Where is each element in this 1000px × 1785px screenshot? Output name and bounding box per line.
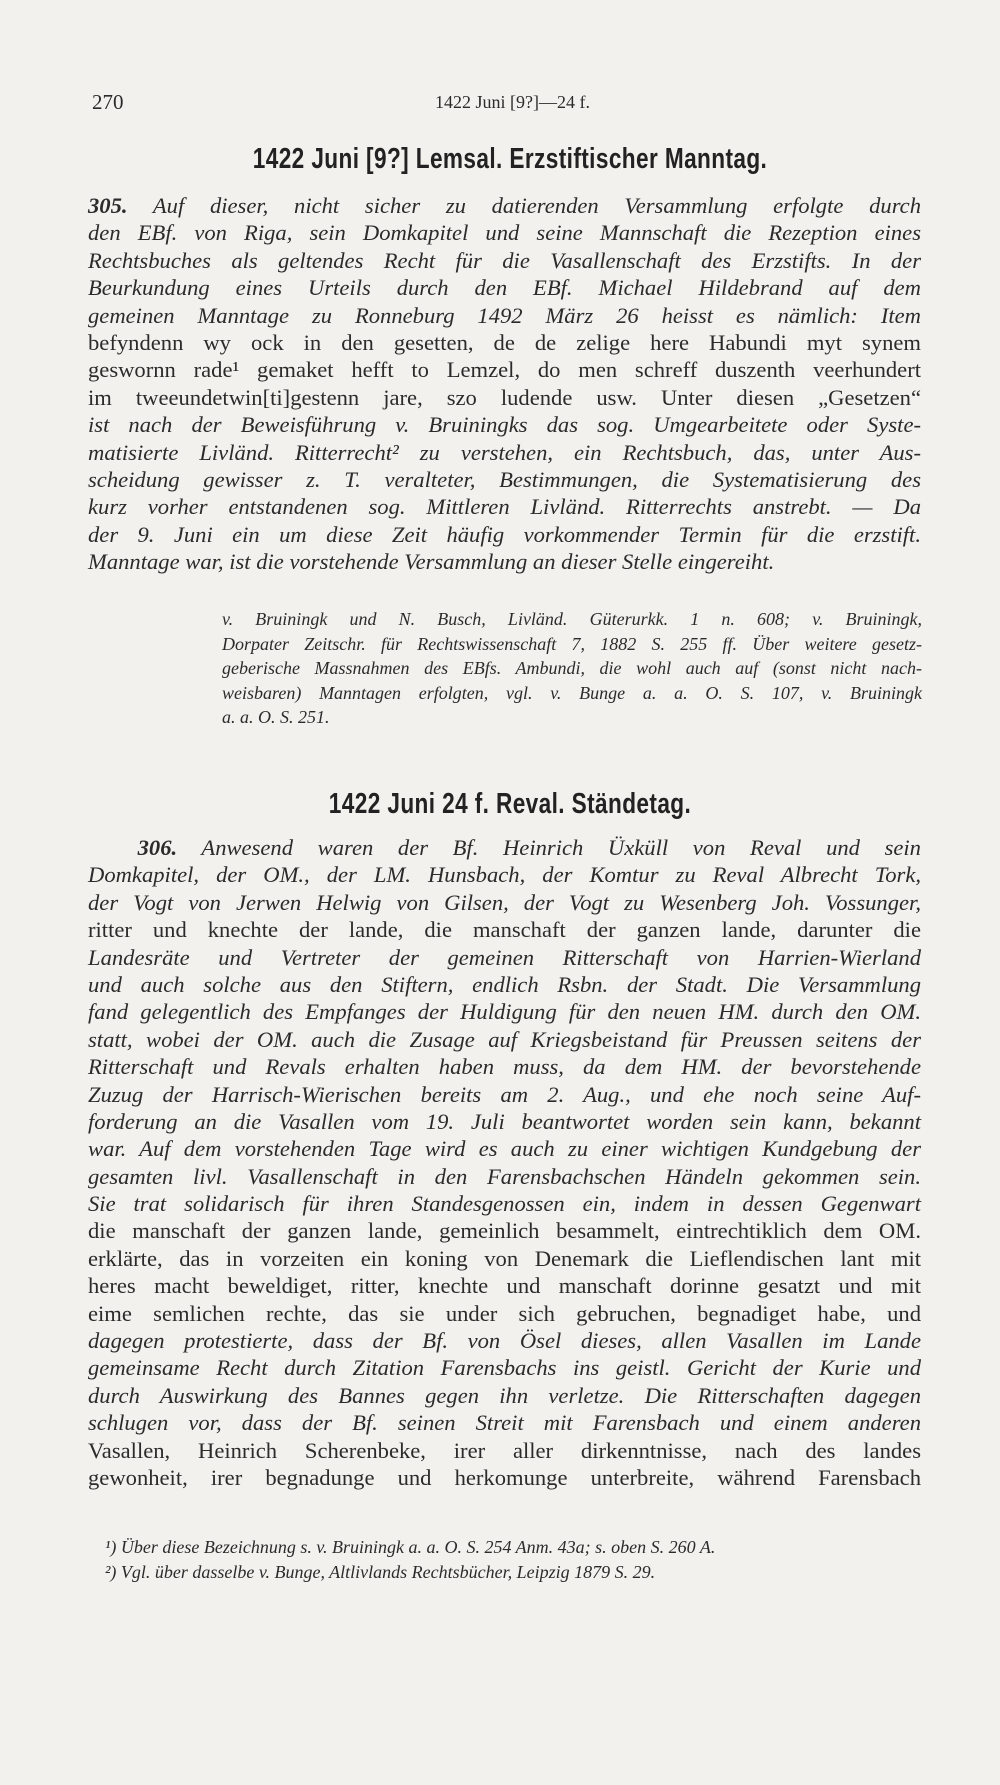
body-line: gemeinen Manntage zu Ronneburg 1492 März 26 heisst es nämlich: Item bbox=[88, 302, 921, 328]
running-head: 1422 Juni [9?]—24 f. bbox=[435, 92, 590, 112]
body-line: gemeinsame Recht durch Zitation Farensbachs ins geistl. Gericht der Kurie und bbox=[88, 1355, 921, 1381]
body-line: ist nach der Beweisführung v. Bruiningks das sog. Umgearbeitete oder Syste- bbox=[88, 412, 921, 438]
body-line: fand gelegentlich des Empfanges der Huldigung für den neuen HM. durch den OM. bbox=[88, 999, 921, 1025]
quoted-source-line: im tweeundetwin[ti]gestenn jare, szo ludende usw. Unter diesen „Gesetzen“ bbox=[88, 384, 921, 410]
reference-line: Dorpater Zeitschr. für Rechtswissenschaft 7, 1882 S. 255 ff. Über weitere gesetz- bbox=[222, 633, 922, 654]
body-line: Rechtsbuches als geltendes Recht für die Vasallenschaft des Erzstifts. In der bbox=[88, 247, 921, 273]
page-header bbox=[92, 90, 920, 120]
footnote-1: ¹) Über diese Bezeichnung s. v. Bruiningk a. a. O. S. 254 Anm. 43a; s. oben S. 260 A. bbox=[105, 1537, 716, 1557]
body-line: schlugen vor, dass der Bf. seinen Streit mit Farensbach und einem anderen bbox=[88, 1410, 921, 1436]
reference-line: geberische Massnahmen des EBfs. Ambundi, die wohl auch auf (sonst nicht nach- bbox=[222, 658, 922, 678]
entry-number: 305. bbox=[88, 193, 128, 218]
reference-line: v. Bruiningk und N. Busch, Livländ. Güterurkk. 1 n. 608; v. Bruiningk, bbox=[222, 609, 922, 629]
body-line: matisierte Livländ. Ritterrecht² zu verstehen, ein Rechtsbuch, das, unter Aus- bbox=[88, 439, 921, 465]
body-line: Landesräte und Vertreter der gemeinen Ritterschaft von Harrien-Wierland bbox=[88, 944, 921, 970]
footnotes bbox=[105, 1535, 925, 1585]
quoted-source-line: geswornn rade¹ gemaket hefft to Lemzel, do men schreff duszenth veerhundert bbox=[88, 357, 921, 383]
quoted-source-line: gewonheit, irer begnadunge und herkomunge unterbreite, während Farensbach bbox=[88, 1464, 921, 1490]
quoted-source-line: heres macht beweldiget, ritter, knechte und manschaft dorinne gesatzt und mit bbox=[88, 1273, 921, 1299]
body-line: Manntage war, ist die vorstehende Versammlung an dieser Stelle eingereiht. bbox=[88, 549, 775, 575]
body-line: war. Auf dem vorstehenden Tage wird es auch zu einer wichtigen Kundgebung der bbox=[88, 1136, 921, 1162]
body-line: kurz vorher entstandenen sog. Mittleren Livländ. Ritterrechts anstrebt. — Da bbox=[88, 494, 921, 520]
quoted-source-line: die manschaft der ganzen lande, gemeinlich besammelt, eintrechtiklich dem OM. bbox=[88, 1218, 921, 1244]
quoted-source-line: ritter und knechte der lande, die manschaft der ganzen lande, darunter die bbox=[88, 917, 921, 943]
quoted-source-line: erklärte, das in vorzeiten ein koning von Denemark die Lieflendischen lant mit bbox=[88, 1245, 921, 1271]
body-line: gesamten livl. Vasallenschaft in den Farensbachschen Händeln gekommen sein. bbox=[88, 1163, 921, 1189]
entry-number: 306. bbox=[137, 835, 178, 860]
references-305 bbox=[222, 607, 922, 730]
body-line: scheidung gewisser z. T. veralteter, Bestimmungen, die Systematisierung des bbox=[88, 466, 921, 492]
body-line: und auch solche aus den Stiftern, endlich Rsbn. der Stadt. Die Versammlung bbox=[88, 971, 921, 997]
quoted-source-line: eime semlichen rechte, das sie under sich gebruchen, begnadiget habe, und bbox=[88, 1300, 921, 1326]
body-line: Sie trat solidarisch für ihren Standesgenossen ein, indem in dessen Gegenwart bbox=[88, 1191, 921, 1217]
body-line bbox=[88, 834, 921, 861]
body-line: Beurkundung eines Urteils durch den EBf. Michael Hildebrand auf dem bbox=[88, 275, 921, 301]
section-body-305 bbox=[88, 192, 921, 575]
section-title-305: 1422 Juni [9?] Lemsal. Erzstiftischer Manntag. bbox=[252, 143, 768, 175]
body-line bbox=[88, 192, 921, 219]
reference-line: a. a. O. S. 251. bbox=[222, 707, 330, 727]
body-line: den EBf. von Riga, sein Domkapitel und seine Mannschaft die Rezeption eines bbox=[88, 220, 921, 246]
quoted-source-line: befyndenn wy ock in den gesetten, de de zelige here Habundi myt synem bbox=[88, 329, 921, 355]
quoted-source-line: Vasallen, Heinrich Scherenbeke, irer aller dirkenntnisse, nach des landes bbox=[88, 1437, 921, 1463]
body-line: statt, wobei der OM. auch die Zusage auf Kriegsbeistand für Preussen seitens der bbox=[88, 1026, 921, 1052]
body-line: forderung an die Vasallen vom 19. Juli beantwortet worden sein kann, bekannt bbox=[88, 1108, 921, 1134]
reference-line: weisbaren) Manntagen erfolgten, vgl. v. Bunge a. a. O. S. 107, v. Bruiningk bbox=[222, 682, 922, 703]
footnote-2: ²) Vgl. über dasselbe v. Bunge, Altlivlands Rechtsbücher, Leipzig 1879 S. 29. bbox=[105, 1562, 656, 1582]
body-line: durch Auswirkung des Bannes gegen ihn verletze. Die Ritterschaften dagegen bbox=[88, 1382, 921, 1408]
body-line: dagegen protestierte, dass der Bf. von Ösel dieses, allen Vasallen im Lande bbox=[88, 1328, 921, 1354]
body-line: Zuzug der Harrisch-Wierischen bereits am 2. Aug., und ehe noch seine Auf- bbox=[88, 1081, 921, 1107]
body-line: Domkapitel, der OM., der LM. Hunsbach, der Komtur zu Reval Albrecht Tork, bbox=[88, 862, 921, 888]
page-number: 270 bbox=[92, 90, 124, 114]
body-line: der Vogt von Jerwen Helwig von Gilsen, der Vogt zu Wesenberg Joh. Vossunger, bbox=[88, 889, 921, 915]
body-text: Auf dieser, nicht sicher zu datierenden Versammlung erfolgte durch bbox=[152, 193, 921, 218]
body-text: Anwesend waren der Bf. Heinrich Üxküll von Reval und sein bbox=[201, 835, 921, 860]
body-line: Ritterschaft und Revals erhalten haben muss, da dem HM. der bevorstehende bbox=[88, 1054, 921, 1080]
body-line: der 9. Juni ein um diese Zeit häufig vorkommender Termin für die erzstift. bbox=[88, 521, 921, 547]
section-title-306: 1422 Juni 24 f. Reval. Ständetag. bbox=[328, 788, 692, 820]
section-body-306 bbox=[88, 834, 921, 1491]
